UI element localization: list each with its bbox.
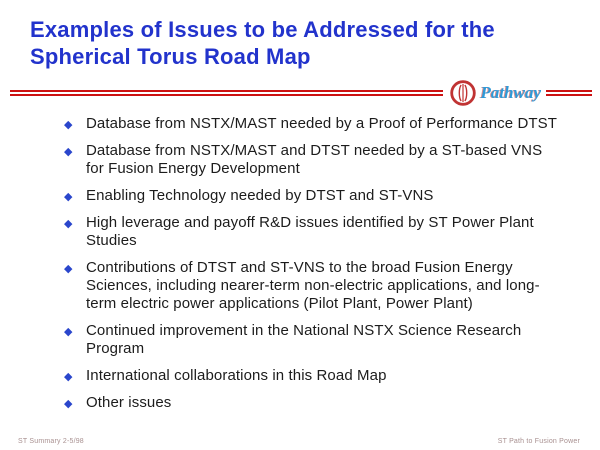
diamond-bullet-icon: ◆ — [64, 218, 73, 230]
bullet-item — [64, 214, 564, 250]
slide-title-line2: Spherical Torus Road Map — [30, 44, 311, 69]
bullet-item — [64, 187, 564, 205]
rule-left-segment — [10, 90, 443, 96]
tokamak-icon — [448, 78, 478, 108]
bullet-text: Enabling Technology needed by DTST and ST-VNS — [86, 187, 434, 204]
bullet-text: Database from NSTX/MAST needed by a Proof of Performance DTST — [86, 115, 558, 132]
diamond-bullet-icon: ◆ — [64, 263, 73, 275]
bullet-item — [64, 259, 564, 313]
bullet-text: Database from NSTX/MAST and DTST needed by a ST-based VNS for Fusion Energy Development — [86, 142, 543, 177]
bullet-text: International collaborations in this Road Map — [86, 367, 387, 384]
header-rule — [10, 78, 592, 108]
bullet-item — [64, 142, 564, 178]
diamond-bullet-icon: ◆ — [64, 398, 73, 410]
bullet-text: Continued improvement in the National NSTX Science Research Program — [86, 322, 522, 357]
rule-right-segment — [546, 90, 592, 96]
bullet-text: Other issues — [86, 394, 172, 411]
bullet-item — [64, 115, 564, 133]
bullet-item — [64, 394, 564, 412]
diamond-bullet-icon: ◆ — [64, 326, 73, 338]
bullet-text: Contributions of DTST and ST-VNS to the broad Fusion Energy Sciences, including nearer-term non-electric applications, and long-term electric power applications (Pilot Plant, Power Plant) — [86, 259, 540, 312]
diamond-bullet-icon: ◆ — [64, 119, 73, 131]
slide-title — [30, 16, 600, 70]
slide-title-line1: Examples of Issues to be Addressed for the — [30, 17, 495, 42]
diamond-bullet-icon: ◆ — [64, 191, 73, 203]
footer-left: ST Summary 2-5/98 — [18, 438, 84, 445]
bullet-item — [64, 367, 564, 385]
bullet-list — [64, 115, 564, 412]
bullet-item — [64, 322, 564, 358]
bullet-text: High leverage and payoff R&D issues identified by ST Power Plant Studies — [86, 214, 534, 249]
diamond-bullet-icon: ◆ — [64, 146, 73, 158]
pathway-logo-text: Pathway — [480, 83, 541, 102]
footer-right: ST Path to Fusion Power — [497, 438, 580, 445]
diamond-bullet-icon: ◆ — [64, 371, 73, 383]
pathway-logo — [448, 78, 541, 108]
